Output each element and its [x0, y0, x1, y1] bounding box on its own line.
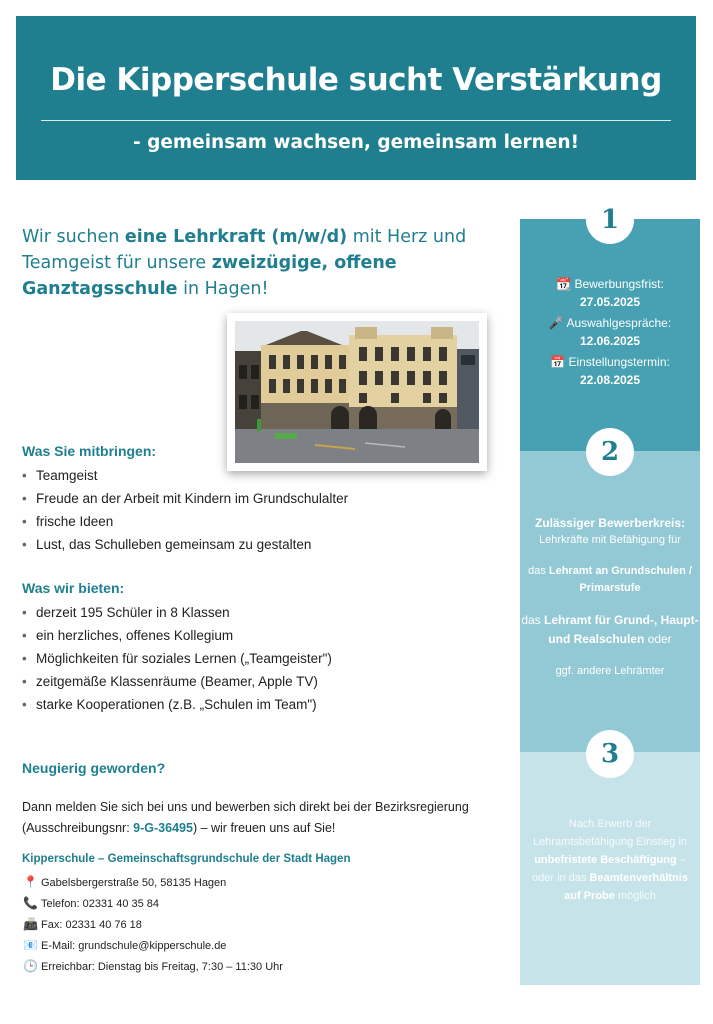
employment-highlight: unbefristete Beschäftigung: [534, 854, 677, 866]
contact-address: [22, 872, 283, 893]
mitbringen-list: [22, 464, 492, 556]
list-item: • Teamgeist: [22, 464, 492, 487]
eligibility-option-1: [520, 563, 700, 597]
date-value: 12.06.2025: [579, 334, 641, 348]
employment-block: [520, 815, 700, 905]
contact-fax: [22, 914, 283, 935]
contact-email[interactable]: [22, 935, 283, 956]
paragraph-part: ) – wir freuen uns auf Sie!: [192, 821, 336, 835]
step-badge-2: 2: [586, 428, 634, 476]
list-item: • Möglichkeiten für soziales Lernen („Teamgeister"): [22, 647, 492, 670]
contact-text: Erreichbar: Dienstag bis Freitag, 7:30 – 11:30 Uhr: [41, 961, 283, 973]
contact-text: E-Mail: grundschule@kipperschule.de: [41, 940, 227, 952]
date-value: 27.05.2025: [579, 295, 641, 309]
list-item: • Lust, das Schulleben gemeinsam zu gestalten: [22, 533, 492, 556]
section-heading-bieten: Was wir bieten:: [22, 580, 125, 596]
bieten-list: [22, 601, 492, 716]
contact-text: Telefon: 02331 40 35 84: [41, 898, 160, 910]
list-item: • derzeit 195 Schüler in 8 Klassen: [22, 601, 492, 624]
date-label: Bewerbungsfrist:: [574, 277, 664, 291]
intro-part: in Hagen!: [177, 279, 269, 299]
employment-highlight: Beamtenverhältnis auf Probe: [564, 872, 688, 902]
date-label-row: [520, 275, 700, 293]
date-label-row: [520, 314, 700, 332]
mail-icon: 📧: [23, 938, 38, 952]
date-label: Auswahlgespräche:: [566, 316, 672, 330]
page-title: Die Kipperschule sucht Verstärkung: [50, 62, 662, 98]
school-name: Kipperschule – Gemeinschaftsgrundschule der Stadt Hagen: [22, 853, 351, 865]
intro-highlight: zweizügige, offene Ganztagsschule: [22, 253, 397, 299]
intro-part: mit Herz und Teamgeist für unsere: [22, 227, 467, 273]
employment-text: möglich: [614, 890, 656, 902]
eligibility-block: [520, 515, 700, 680]
school-building-photo: [235, 321, 479, 463]
tender-number: 9-G-36495: [133, 821, 193, 835]
calendar-icon: 📆: [556, 277, 572, 291]
list-item: • ein herzliches, offenes Kollegium: [22, 624, 492, 647]
list-item: • Freude an der Arbeit mit Kindern im Grundschulalter: [22, 487, 492, 510]
intro-highlight: eine Lehrkraft (m/w/d): [124, 227, 348, 247]
employment-text: Nach Erwerb der Lehramtsbefähigung Einstieg in: [532, 818, 688, 848]
clock-icon: 🕒: [23, 959, 38, 973]
list-item: • zeitgemäße Klassenräume (Beamer, Apple TV): [22, 670, 492, 693]
school-photo-frame: [227, 313, 487, 471]
option-highlight: Lehramt an Grundschulen / Primarstufe: [548, 565, 692, 594]
header-banner: [16, 16, 696, 180]
date-value: 22.08.2025: [579, 373, 641, 387]
contact-text: Fax: 02331 40 76 18: [41, 919, 142, 931]
paragraph-part: Dann melden Sie sich bei uns und bewerben sich direkt bei der Bezirksregierung (Ausschreibungsnr:: [22, 800, 469, 835]
list-item: • frische Ideen: [22, 510, 492, 533]
contact-text: Gabelsbergerstraße 50, 58135 Hagen: [41, 877, 227, 889]
eligibility-option-3: ggf. andere Lehrämter: [555, 665, 665, 677]
date-label-row: [520, 353, 700, 371]
pin-icon: 📍: [23, 875, 38, 889]
contact-hours: [22, 956, 283, 977]
contact-phone[interactable]: [22, 893, 283, 914]
fax-icon: 📠: [23, 917, 38, 931]
application-paragraph: [22, 797, 492, 839]
option-text: das: [528, 565, 549, 577]
microphone-icon: 🎤: [548, 316, 564, 330]
section-heading-neugierig: Neugierig geworden?: [22, 760, 166, 776]
intro-part: Wir suchen: [22, 227, 125, 247]
eligibility-heading: Zulässiger Bewerberkreis:: [534, 516, 686, 530]
page-subtitle: - gemeinsam wachsen, gemeinsam lernen!: [132, 132, 580, 153]
list-item: • starke Kooperationen (z.B. „Schulen im Team"): [22, 693, 492, 716]
phone-icon: 📞: [23, 896, 38, 910]
step-badge-1: 1: [586, 196, 634, 244]
contact-list: [22, 872, 283, 977]
intro-text: [22, 224, 482, 302]
header-divider: [41, 120, 671, 121]
date-label: Einstellungstermin:: [568, 355, 670, 369]
eligibility-intro: Lehrkräfte mit Befähigung für: [539, 534, 681, 546]
dates-block: [520, 275, 700, 392]
calendar-17-icon: 📅: [550, 355, 566, 369]
option-text: das: [521, 613, 544, 627]
section-heading-mitbringen: Was Sie mitbringen:: [22, 443, 157, 459]
option-text: oder: [644, 632, 672, 646]
step-badge-3: 3: [586, 730, 634, 778]
option-highlight: Lehramt für Grund-, Haupt- und Realschulen: [544, 613, 699, 646]
eligibility-option-2: [520, 611, 700, 649]
employment-text: – oder in das: [532, 854, 686, 884]
